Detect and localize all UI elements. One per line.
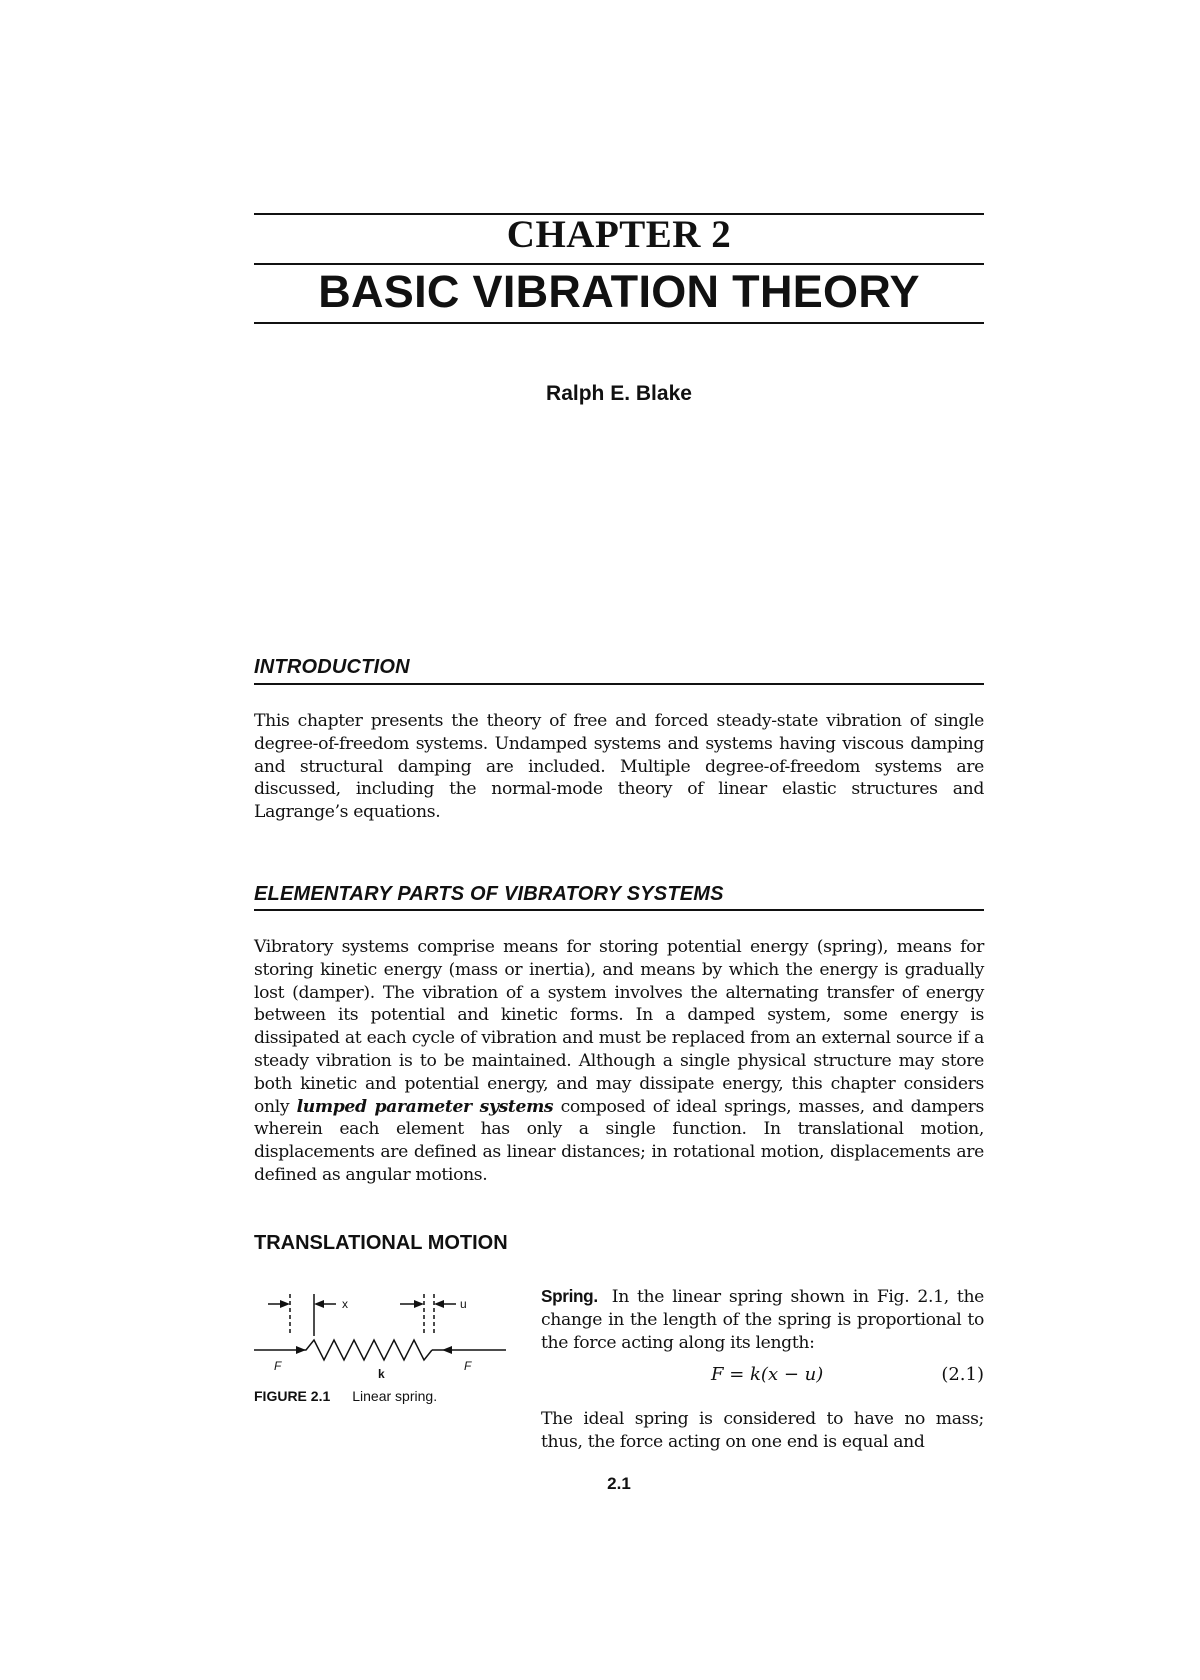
mid-rule xyxy=(254,263,984,265)
introduction-heading: INTRODUCTION xyxy=(254,656,410,678)
spring-run-in-heading: Spring. xyxy=(541,1286,598,1306)
lumped-parameter-emphasis: lumped parameter systems xyxy=(296,1096,554,1117)
spring-paragraph xyxy=(541,1285,984,1354)
x-label: x xyxy=(342,1297,348,1311)
left-force-arrow-icon xyxy=(296,1346,306,1354)
right-x-arrow-icon xyxy=(314,1300,324,1308)
elementary-text-before: Vibratory systems comprise means for storing potential energy (spring), means for storing kinetic energy (mass or inertia), and means by which the energy is gradually lost (damper). The vibration of a system involves the alternating transfer of energy between its potential and kinetic forms. In a damped system, some energy is dissipated at each cycle of vibration and must be replaced from an external source if a steady vibration is to be maintained. Although a single physical structure may store both kinetic and potential energy, and may dissipate energy, this chapter considers only xyxy=(254,937,984,1117)
spring-coil xyxy=(296,1340,432,1360)
equation-number: (2.1) xyxy=(941,1364,984,1385)
introduction-rule xyxy=(254,683,984,685)
elementary-heading: ELEMENTARY PARTS OF VIBRATORY SYSTEMS xyxy=(254,883,724,905)
equation-expression: F = k(x − u) xyxy=(711,1364,824,1385)
page-number: 2.1 xyxy=(607,1474,631,1493)
ideal-spring-paragraph: The ideal spring is considered to have no mass; thus, the force acting on one end is equal and xyxy=(541,1409,984,1452)
elementary-rule xyxy=(254,909,984,911)
linear-spring-figure xyxy=(254,1284,514,1384)
figure-caption-text: Linear spring. xyxy=(352,1388,438,1404)
left-u-arrow-icon xyxy=(414,1300,424,1308)
spring-text: In the linear spring shown in Fig. 2.1, the change in the length of the spring is proportional to the force acting along its length: xyxy=(541,1287,984,1353)
chapter-title: BASIC VIBRATION THEORY xyxy=(318,266,920,317)
author-name: Ralph E. Blake xyxy=(546,382,692,405)
chapter-label: CHAPTER 2 xyxy=(506,213,732,256)
figure-caption xyxy=(254,1388,437,1404)
left-x-arrow-icon xyxy=(280,1300,290,1308)
u-label: u xyxy=(460,1297,467,1311)
equation-2-1 xyxy=(541,1364,984,1390)
figure-number: FIGURE 2.1 xyxy=(254,1388,331,1404)
right-u-arrow-icon xyxy=(434,1300,444,1308)
right-force-arrow-icon xyxy=(442,1346,452,1354)
f-right-label: F xyxy=(464,1359,472,1373)
elementary-text-after: composed of ideal springs, masses, and dampers wherein each element has only a single function. In translational motion, displacements are defined as linear distances; in rotational motion, displacements are defined as angular motions. xyxy=(254,1096,984,1185)
elementary-paragraph xyxy=(254,936,984,1187)
title-bottom-rule xyxy=(254,322,984,324)
translational-heading: TRANSLATIONAL MOTION xyxy=(254,1232,508,1254)
f-left-label: F xyxy=(274,1359,282,1373)
introduction-paragraph: This chapter presents the theory of free and forced steady-state vibration of single degree-of-freedom systems. Undamped systems and systems having viscous damping and structural damping are included. Multiple degree-of-freedom systems are discussed, including the normal-mode theory of linear elastic structures and Lagrange’s equations. xyxy=(254,711,984,823)
k-label: k xyxy=(378,1367,385,1381)
